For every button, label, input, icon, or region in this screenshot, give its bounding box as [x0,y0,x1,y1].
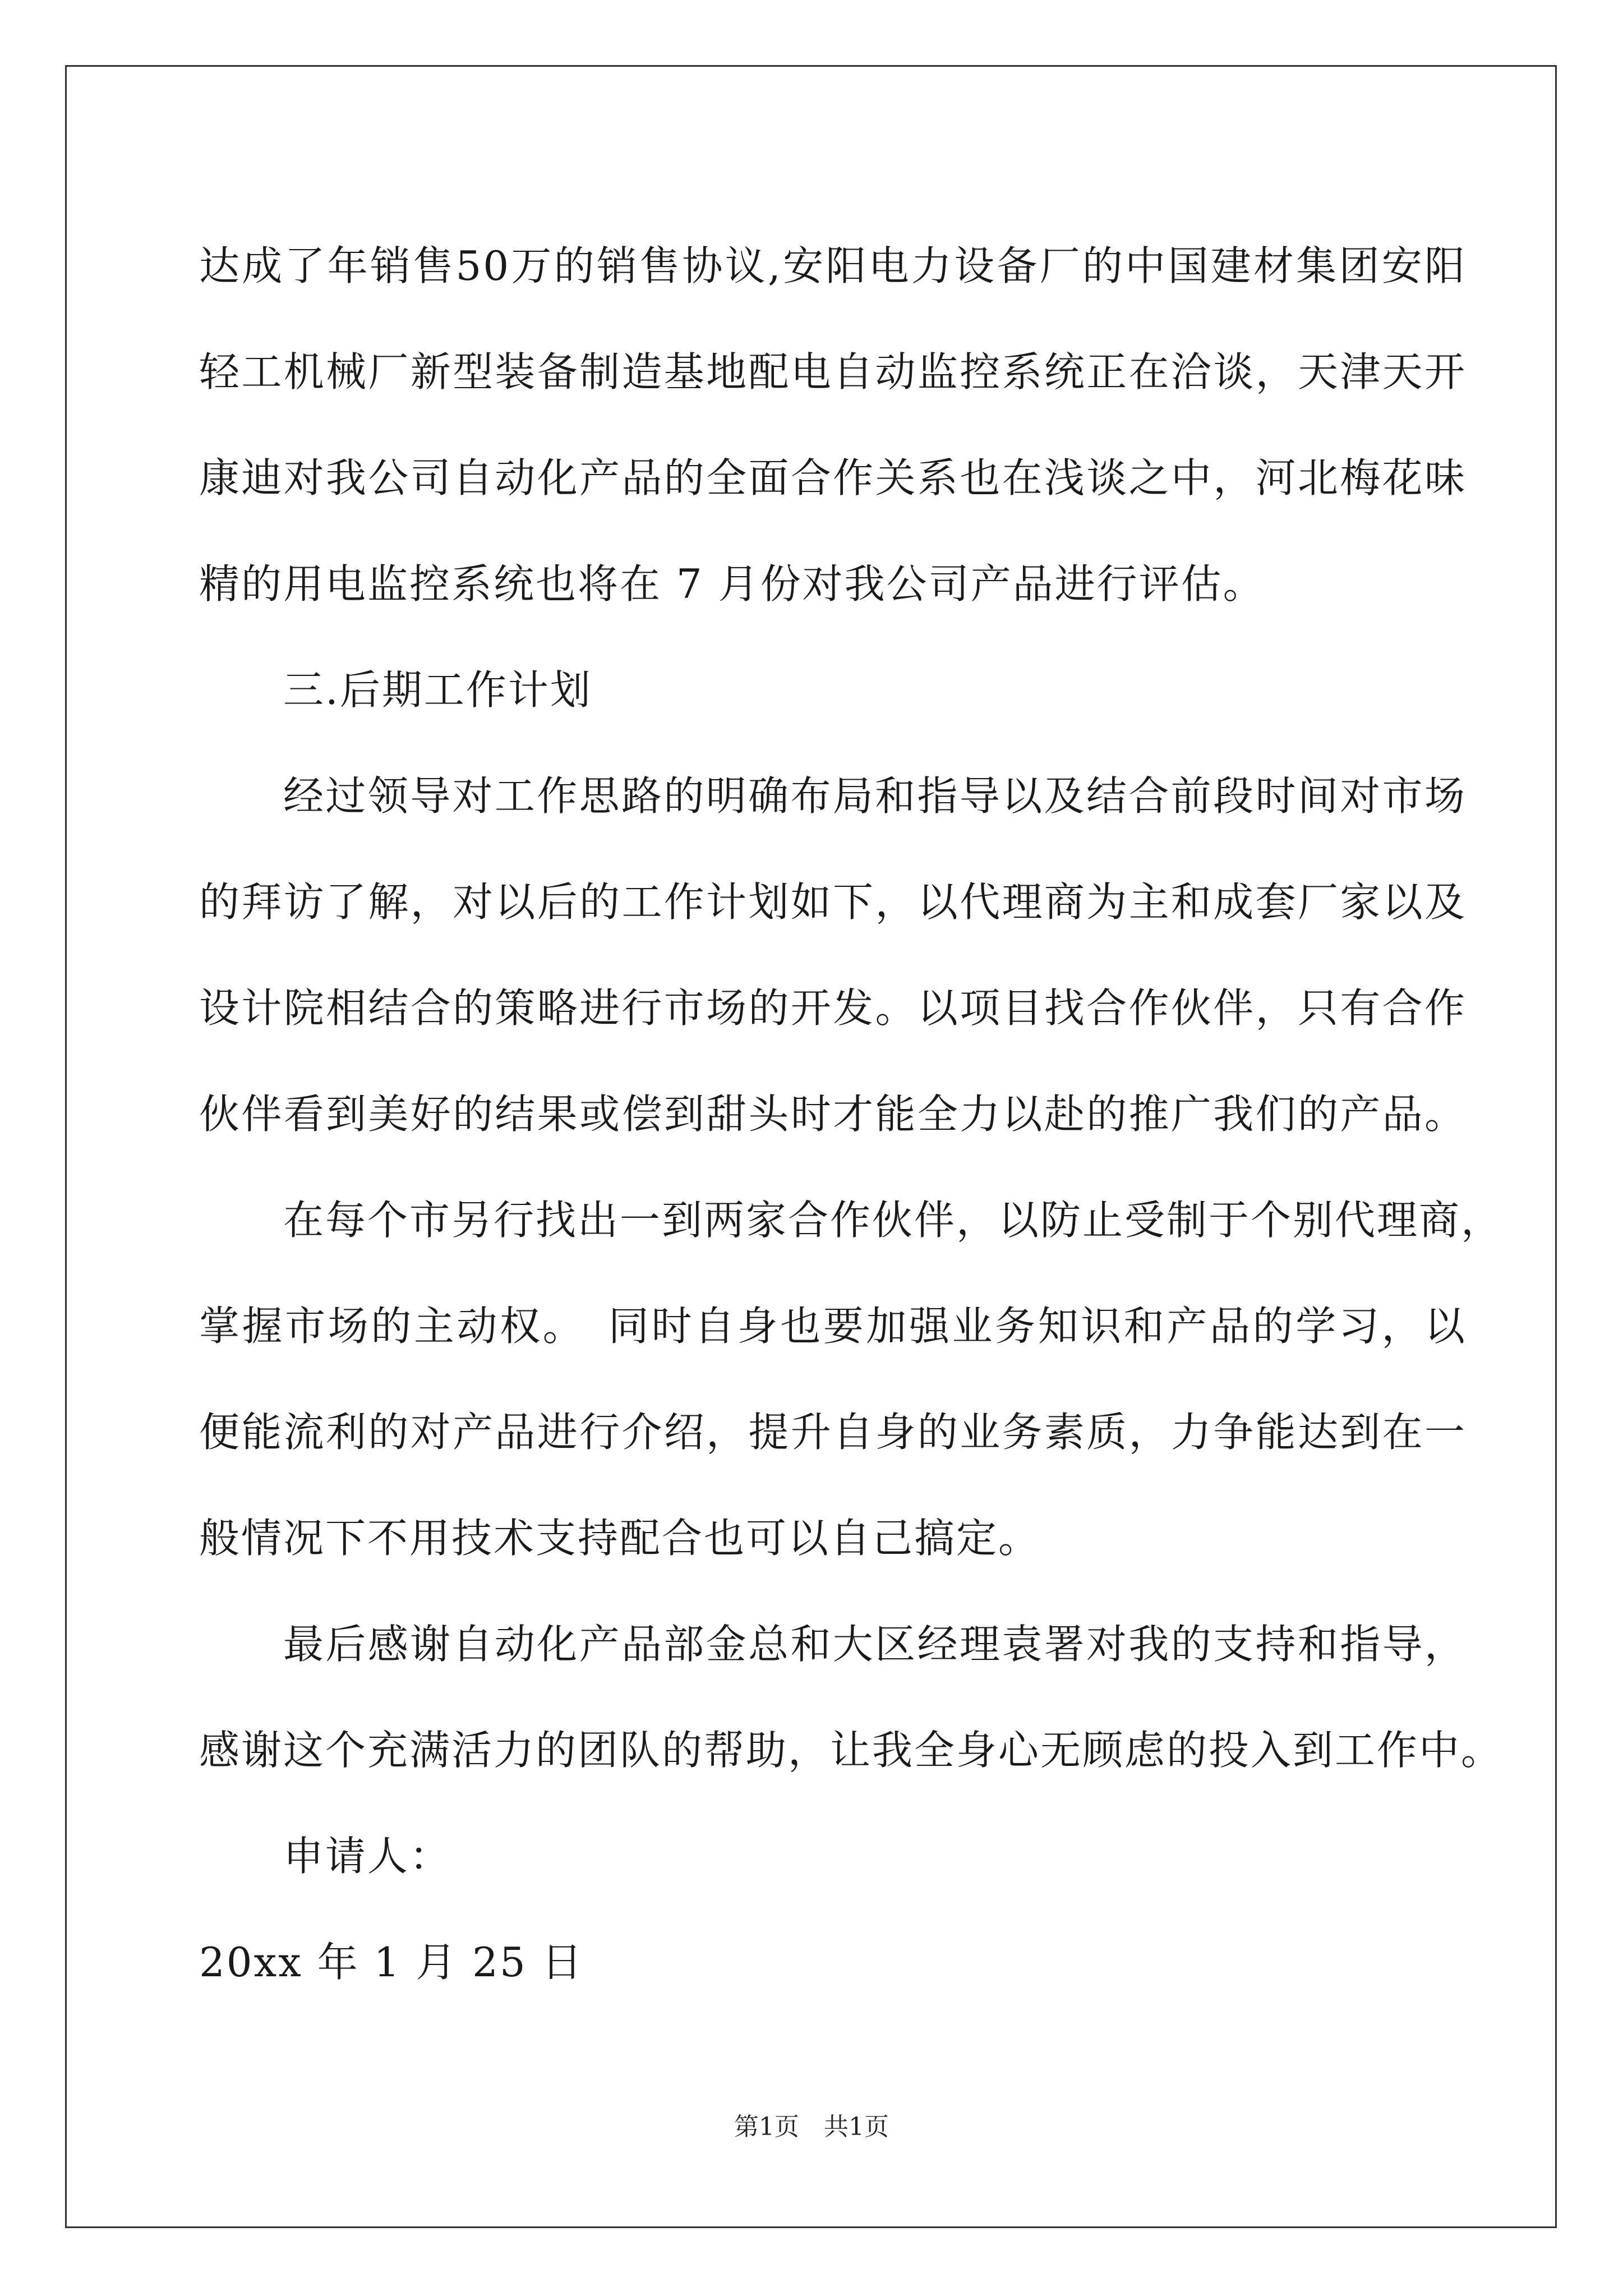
text-line-15: 感谢这个充满活力的团队的帮助，让我全身心无顾虑的投入到工作中。 [199,1727,1504,1774]
page-footer: 第1页 共1页 [734,2113,889,2141]
section-heading: 三.后期工作计划 [283,666,592,714]
text-line-11: 掌握市场的主动权。 同时自身也要加强业务知识和产品的学习，以 [199,1303,1467,1350]
text-line-13: 般情况下不用技术支持配合也可以自己搞定。 [199,1515,1041,1562]
text-line-12: 便能流利的对产品进行介绍，提升自身的业务素质，力争能达到在一 [199,1409,1467,1456]
date-line: 20xx 年 1 月 25 日 [199,1939,584,1986]
document-body [199,213,1504,2016]
text-line-2: 轻工机械厂新型装备制造基地配电自动监控系统正在洽谈，天津天开 [199,348,1467,395]
text-line-8: 设计院相结合的策略进行市场的开发。以项目找合作伙伴，只有合作 [199,984,1467,1032]
text-line-6: 经过领导对工作思路的明确布局和指导以及结合前段时间对市场 [283,772,1467,820]
text-line-9: 伙伴看到美好的结果或偿到甜头时才能全力以赴的推广我们的产品。 [199,1091,1467,1138]
text-line-1: 达成了年销售50万的销售协议,安阳电力设备厂的中国建材集团安阳 [199,242,1467,289]
text-line-3: 康迪对我公司自动化产品的全面合作关系也在浅谈之中，河北梅花味 [199,454,1467,501]
text-line-10: 在每个市另行找出一到两家合作伙伴，以防止受制于个别代理商， [283,1197,1504,1244]
text-line-7: 的拜访了解，对以后的工作计划如下，以代理商为主和成套厂家以及 [199,878,1467,926]
applicant-label: 申请人： [283,1833,452,1880]
text-line-14: 最后感谢自动化产品部金总和大区经理袁署对我的支持和指导， [283,1621,1467,1668]
text-line-4: 精的用电监控系统也将在 7 月份对我公司产品进行评估。 [199,560,1265,608]
